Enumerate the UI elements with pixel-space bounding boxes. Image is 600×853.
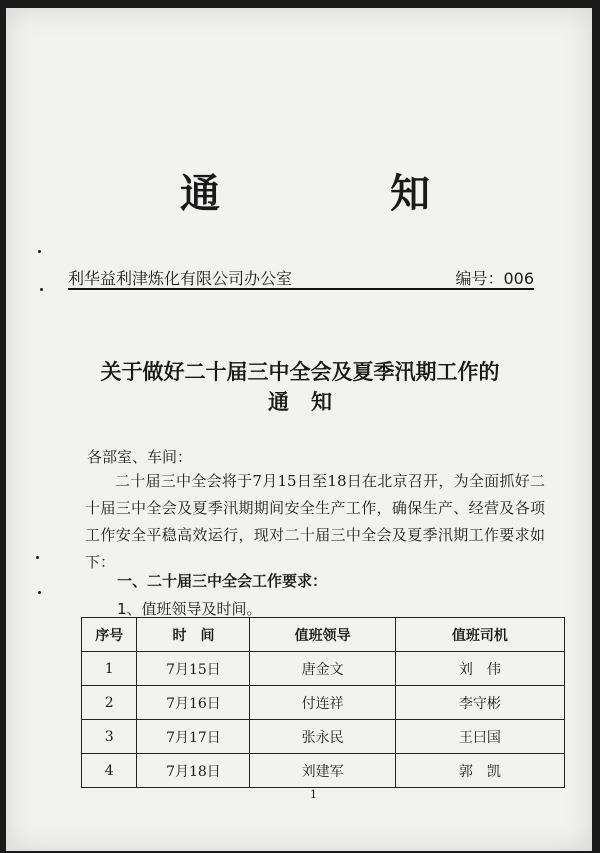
scan-speck bbox=[40, 288, 43, 291]
table-header-row bbox=[82, 618, 565, 652]
table-cell: 7月18日 bbox=[137, 754, 250, 788]
column-header: 序号 bbox=[82, 618, 137, 652]
issuer-line bbox=[68, 266, 534, 289]
table-cell: 1 bbox=[82, 652, 137, 686]
table-cell: 郭 凯 bbox=[395, 754, 564, 788]
table-cell: 4 bbox=[82, 754, 137, 788]
section-heading: 一、二十届三中全会工作要求： bbox=[117, 572, 328, 590]
table-cell: 3 bbox=[82, 720, 137, 754]
heading-char-2: 知 bbox=[390, 169, 430, 217]
table-cell: 7月15日 bbox=[137, 652, 250, 686]
table-cell: 刘 伟 bbox=[395, 652, 564, 686]
document-number: 编号：006 bbox=[455, 269, 534, 288]
table-row bbox=[82, 720, 565, 754]
table-cell: 2 bbox=[82, 686, 137, 720]
table-cell: 刘建军 bbox=[250, 754, 395, 788]
table-row bbox=[82, 652, 565, 686]
table-cell: 唐金文 bbox=[250, 652, 395, 686]
issuer-org: 利华益利津炼化有限公司办公室 bbox=[68, 269, 293, 288]
document-title bbox=[60, 357, 540, 417]
body-paragraph: 二十届三中全会将于7月15日至18日在北京召开，为全面抓好二十届三中全会及夏季汛期期间安全生产工作，确保生产、经营及各项工作安全平稳高效运行，现对二十届三中全会及夏季汛期工作要求如下： bbox=[85, 472, 545, 571]
scan-speck bbox=[38, 250, 41, 253]
table-row bbox=[82, 754, 565, 788]
page-number: 1 bbox=[310, 788, 317, 801]
table-row bbox=[82, 686, 565, 720]
duty-schedule-table bbox=[81, 617, 565, 788]
salutation: 各部室、车间： bbox=[87, 448, 193, 466]
table-cell: 7月17日 bbox=[137, 720, 250, 754]
table-cell: 王曰国 bbox=[395, 720, 564, 754]
column-header: 时 间 bbox=[137, 618, 250, 652]
scan-speck bbox=[38, 591, 41, 594]
heading-char-1: 通 bbox=[180, 169, 220, 217]
header-divider bbox=[68, 288, 534, 290]
column-header: 值班司机 bbox=[395, 618, 564, 652]
table-cell: 张永民 bbox=[250, 720, 395, 754]
title-line-1: 关于做好二十届三中全会及夏季汛期工作的 bbox=[100, 360, 500, 384]
notice-heading bbox=[180, 160, 430, 220]
subsection-heading: 1、值班领导及时间。 bbox=[117, 600, 262, 618]
table-cell: 李守彬 bbox=[395, 686, 564, 720]
column-header: 值班领导 bbox=[250, 618, 395, 652]
table-cell: 7月16日 bbox=[137, 686, 250, 720]
title-line-2: 通知 bbox=[268, 390, 354, 414]
table-cell: 付连祥 bbox=[250, 686, 395, 720]
scan-speck bbox=[36, 556, 39, 559]
